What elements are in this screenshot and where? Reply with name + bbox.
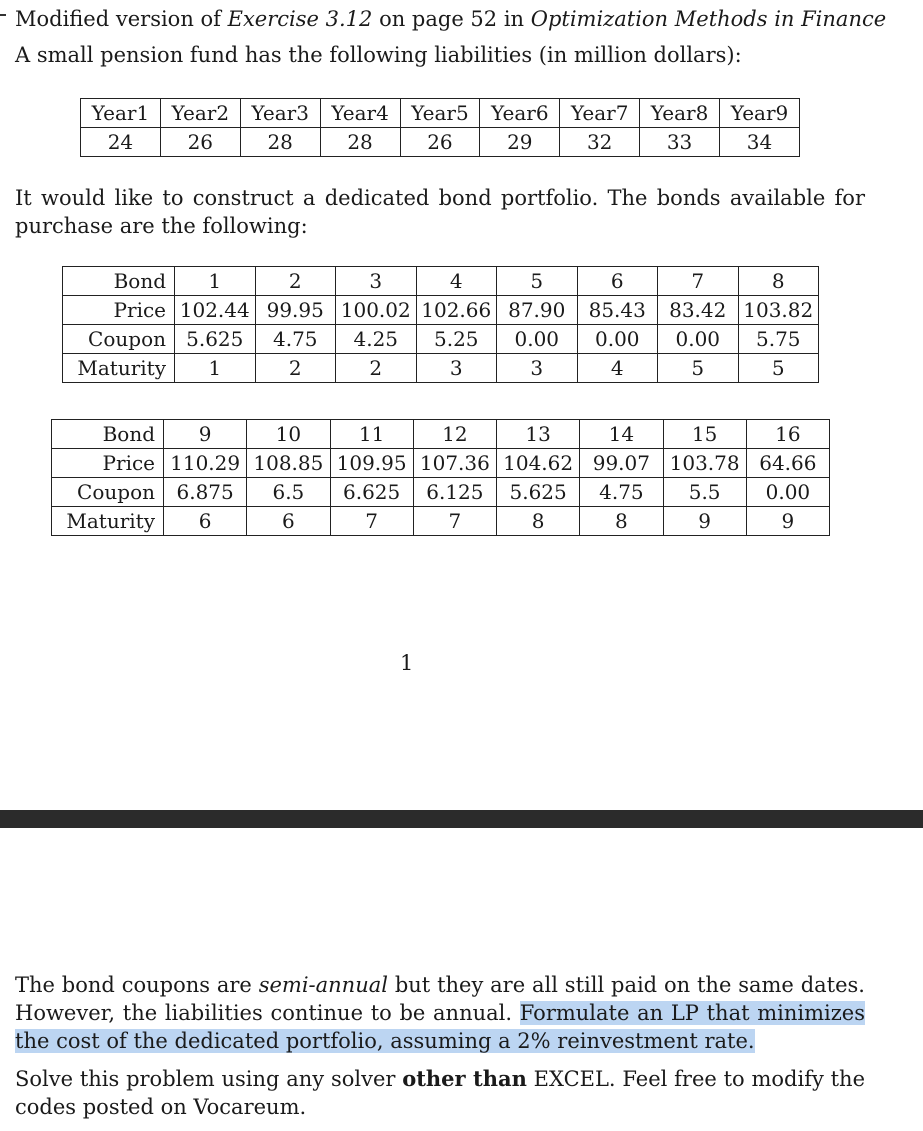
highlighted-task[interactable]: Formulate an LP that minimizes the cost of the dedicated portfolio, assuming a 2% reinvestment rate. — [15, 1001, 865, 1053]
solve-paragraph — [15, 1065, 865, 1121]
coupon-row — [52, 478, 830, 507]
liabilities-intro: A small pension fund has the following liabilities (in million dollars): — [15, 43, 742, 67]
maturity-cell: 9 — [746, 507, 829, 536]
year-cell: Year7 — [560, 99, 640, 128]
row-label: Coupon — [63, 325, 175, 354]
coupon-cell: 0.00 — [658, 325, 739, 354]
price-cell: 85.43 — [577, 296, 658, 325]
price-cell: 102.66 — [416, 296, 497, 325]
maturity-cell: 2 — [336, 354, 417, 383]
bond-intro: It would like to construct a dedicated bond portfolio. The bonds available for purchase are the following: — [15, 186, 865, 238]
maturity-cell: 7 — [413, 507, 496, 536]
liability-cell: 28 — [320, 128, 400, 157]
year-cell: Year3 — [240, 99, 320, 128]
coupon-cell: 0.00 — [577, 325, 658, 354]
coupon-row — [63, 325, 819, 354]
margin-tick — [0, 14, 6, 16]
liability-cell: 33 — [640, 128, 720, 157]
liability-cell: 34 — [720, 128, 800, 157]
maturity-cell: 8 — [497, 507, 580, 536]
row-label: Maturity — [52, 507, 164, 536]
maturity-cell: 3 — [497, 354, 578, 383]
bond-cell: 14 — [580, 420, 663, 449]
price-cell: 64.66 — [746, 449, 829, 478]
maturity-cell: 6 — [164, 507, 247, 536]
coupon-cell: 5.625 — [175, 325, 256, 354]
coupon-text-2: but they are all still paid on the same dates. However, the liabilities continue to be annual. — [15, 973, 865, 1025]
row-label: Bond — [63, 267, 175, 296]
maturity-cell: 3 — [416, 354, 497, 383]
maturity-cell: 8 — [580, 507, 663, 536]
year-cell: Year6 — [480, 99, 560, 128]
bond-cell: 11 — [330, 420, 413, 449]
year-cell: Year9 — [720, 99, 800, 128]
coupon-cell: 4.25 — [336, 325, 417, 354]
bond-cell: 6 — [577, 267, 658, 296]
header-prefix: Modified version of — [15, 7, 228, 31]
row-label: Price — [63, 296, 175, 325]
row-label: Bond — [52, 420, 164, 449]
coupon-cell: 6.875 — [164, 478, 247, 507]
coupon-cell: 0.00 — [497, 325, 578, 354]
coupon-cell: 6.5 — [247, 478, 330, 507]
solve-text-1: Solve this problem using any solver — [15, 1067, 403, 1091]
coupon-cell: 5.25 — [416, 325, 497, 354]
maturity-cell: 5 — [658, 354, 739, 383]
liability-cell: 26 — [400, 128, 480, 157]
liability-cell: 32 — [560, 128, 640, 157]
year-cell: Year5 — [400, 99, 480, 128]
price-cell: 103.78 — [663, 449, 746, 478]
liabilities-year-row — [81, 99, 800, 128]
liability-cell: 29 — [480, 128, 560, 157]
coupon-paragraph — [15, 971, 865, 1055]
bond-cell: 7 — [658, 267, 739, 296]
year-cell: Year4 — [320, 99, 400, 128]
maturity-cell: 1 — [175, 354, 256, 383]
maturity-cell: 2 — [255, 354, 336, 383]
bond-cell: 9 — [164, 420, 247, 449]
price-row — [63, 296, 819, 325]
maturity-cell: 7 — [330, 507, 413, 536]
page-divider — [0, 810, 923, 828]
price-cell: 99.07 — [580, 449, 663, 478]
exercise-ref: Exercise 3.12 — [227, 7, 373, 31]
year-cell: Year8 — [640, 99, 720, 128]
maturity-cell: 4 — [577, 354, 658, 383]
price-cell: 87.90 — [497, 296, 578, 325]
price-row — [52, 449, 830, 478]
maturity-cell: 6 — [247, 507, 330, 536]
maturity-cell: 9 — [663, 507, 746, 536]
liabilities-table — [80, 98, 800, 157]
coupon-cell: 5.625 — [497, 478, 580, 507]
liability-cell: 28 — [240, 128, 320, 157]
row-label: Maturity — [63, 354, 175, 383]
bond-cell: 4 — [416, 267, 497, 296]
price-cell: 108.85 — [247, 449, 330, 478]
coupon-cell: 6.625 — [330, 478, 413, 507]
bond-cell: 10 — [247, 420, 330, 449]
coupon-text-1: The bond coupons are — [15, 973, 259, 997]
row-label: Coupon — [52, 478, 164, 507]
price-cell: 103.82 — [738, 296, 819, 325]
year-cell: Year2 — [160, 99, 240, 128]
bond-row — [63, 267, 819, 296]
coupon-cell: 4.75 — [255, 325, 336, 354]
price-cell: 102.44 — [175, 296, 256, 325]
year-cell: Year1 — [81, 99, 161, 128]
header-line — [15, 5, 886, 33]
page-number: 1 — [400, 651, 414, 675]
coupon-cell: 6.125 — [413, 478, 496, 507]
solve-text-2: EXCEL. Feel free to modify the codes posted on Vocareum. — [15, 1067, 866, 1119]
price-cell: 99.95 — [255, 296, 336, 325]
bonds-table-2 — [51, 419, 830, 536]
bond-cell: 16 — [746, 420, 829, 449]
book-title: Optimization Methods in Finance — [530, 7, 887, 31]
liability-cell: 24 — [81, 128, 161, 157]
bond-cell: 5 — [497, 267, 578, 296]
header-middle: on page 52 in — [372, 7, 531, 31]
coupon-cell: 0.00 — [746, 478, 829, 507]
bond-row — [52, 420, 830, 449]
bond-cell: 12 — [413, 420, 496, 449]
price-cell: 83.42 — [658, 296, 739, 325]
maturity-cell: 5 — [738, 354, 819, 383]
other-than-emphasis: other than — [402, 1066, 527, 1091]
liabilities-value-row — [81, 128, 800, 157]
coupon-cell: 5.75 — [738, 325, 819, 354]
maturity-row — [52, 507, 830, 536]
bond-cell: 3 — [336, 267, 417, 296]
maturity-row — [63, 354, 819, 383]
bond-cell: 13 — [497, 420, 580, 449]
price-cell: 109.95 — [330, 449, 413, 478]
bond-cell: 8 — [738, 267, 819, 296]
price-cell: 100.02 — [336, 296, 417, 325]
bond-cell: 2 — [255, 267, 336, 296]
bonds-table-1 — [62, 266, 819, 383]
price-cell: 107.36 — [413, 449, 496, 478]
liability-cell: 26 — [160, 128, 240, 157]
bond-cell: 1 — [175, 267, 256, 296]
semi-annual-term: semi-annual — [258, 973, 388, 997]
row-label: Price — [52, 449, 164, 478]
bond-cell: 15 — [663, 420, 746, 449]
coupon-cell: 4.75 — [580, 478, 663, 507]
price-cell: 104.62 — [497, 449, 580, 478]
price-cell: 110.29 — [164, 449, 247, 478]
coupon-cell: 5.5 — [663, 478, 746, 507]
